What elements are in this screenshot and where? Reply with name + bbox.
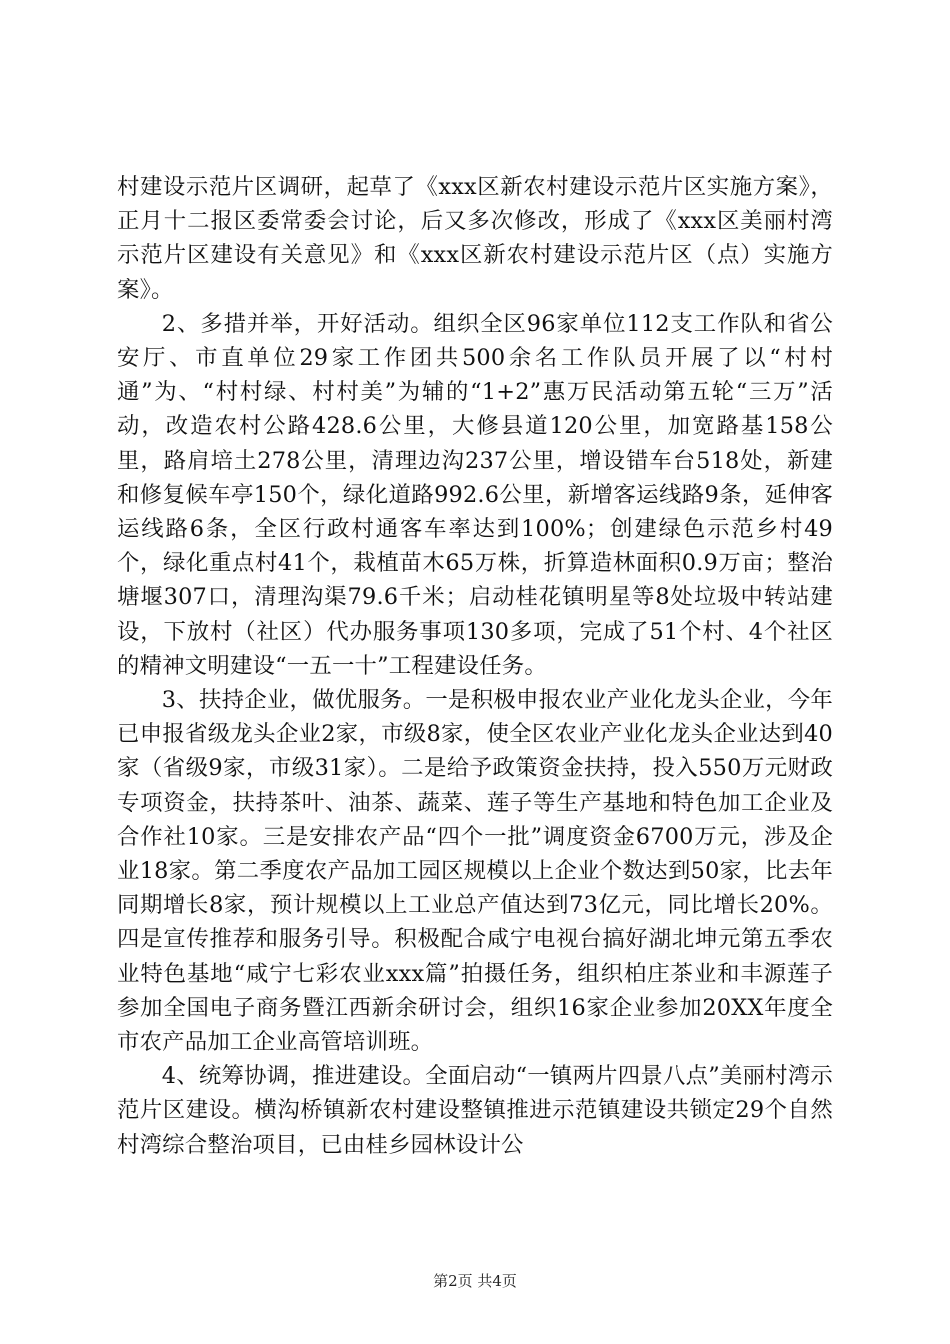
page-number-footer: 第2页 共4页: [433, 1272, 517, 1290]
paragraph-item-4: 4、统筹协调，推进建设。全面启动“一镇两片四景八点”美丽村湾示范片区建设。横沟桥镇新农村建设整镇推进示范镇建设共锁定29个自然村湾综合整治项目，已由桂乡园林设计公: [117, 1063, 833, 1158]
paragraph-continued: 村建设示范片区调研，起草了《xxx区新农村建设示范片区实施方案》，正月十二报区委常委会讨论，后又多次修改，形成了《xxx区美丽村湾示范片区建设有关意见》和《xxx区新农村建设示范片区（点）实施方案》。: [117, 174, 833, 303]
paragraph-item-3: 3、扶持企业，做优服务。一是积极申报农业产业化龙头企业，今年已申报省级龙头企业2家，市级8家，使全区农业产业化龙头企业达到40家（省级9家，市级31家）。二是给予政策资金扶持，投入550万元财政专项资金，扶持茶叶、油茶、蔬菜、莲子等生产基地和特色加工企业及合作社10家。三是安排农产品“四个一批”调度资金6700万元，涉及企业18家。第二季度农产品加工园区规模以上企业个数达到50家，比去年同期增长8家，预计规模以上工业总产值达到73亿元，同比增长20%。四是宣传推荐和服务引导。积极配合咸宁电视台搞好湖北坤元第五季农业特色基地“咸宁七彩农业xxx篇”拍摄任务，组织柏庄茶业和丰源莲子参加全国电子商务暨江西新余研讨会，组织16家企业参加20XX年度全市农产品加工企业高管培训班。: [117, 687, 833, 1056]
document-body: [117, 170, 833, 1162]
paragraph-item-2: 2、多措并举，开好活动。组织全区96家单位112支工作队和省公安厅、市直单位29家工作团共500余名工作队员开展了以“村村通”为、“村村绿、村村美”为辅的“1+2”惠万民活动第五轮“三万”活动，改造农村公路428.6公里，大修县道120公里，加宽路基158公里，路肩培土278公里，清理边沟237公里，增设错车台518处，新建和修复候车亭150个，绿化道路992.6公里，新增客运线路9条，延伸客运线路6条，全区行政村通客车率达到100%；创建绿色示范乡村49个，绿化重点村41个，栽植苗木65万株，折算造林面积0.9万亩；整治塘堰307口，清理沟渠79.6千米；启动桂花镇明星等8处垃圾中转站建设，下放村（社区）代办服务事项130多项，完成了51个村、4个社区的精神文明建设“一五一十”工程建设任务。: [117, 310, 833, 679]
